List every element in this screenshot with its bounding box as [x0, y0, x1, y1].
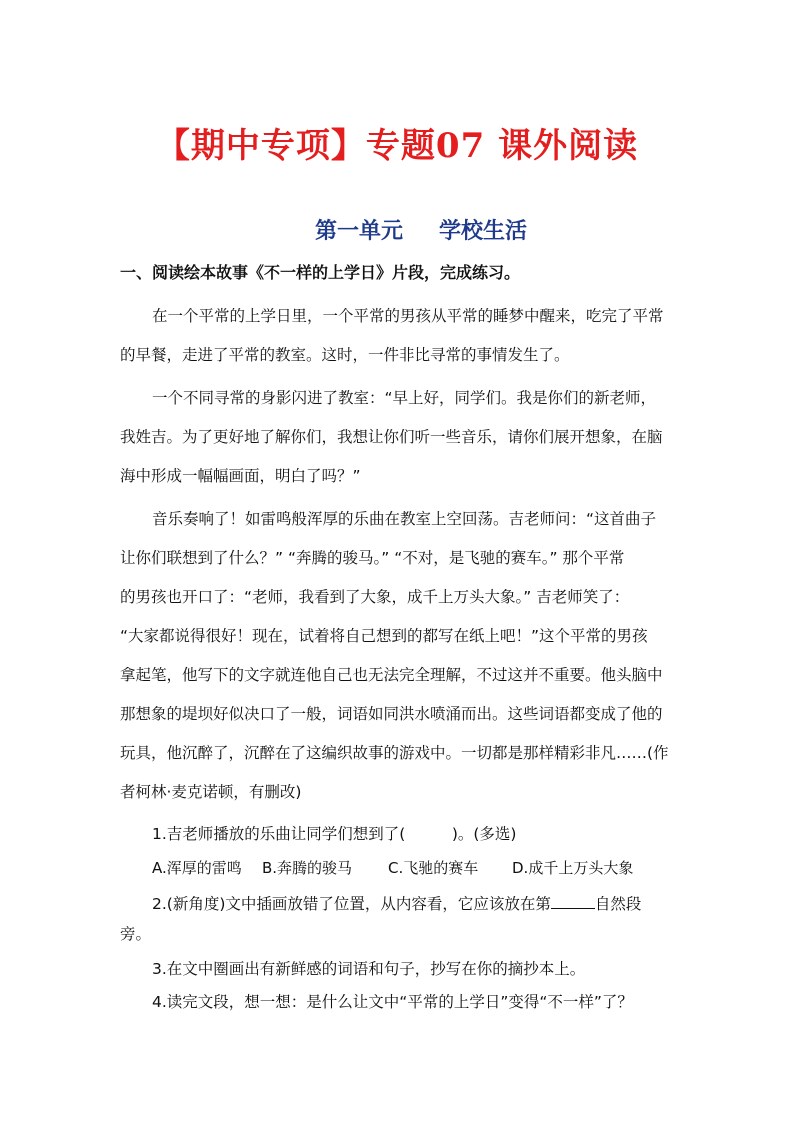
question-heading: 一、阅读绘本故事《不一样的上学日》片段，完成练习。	[120, 263, 521, 282]
passage-line: 海中形成一幅幅画面，明白了吗？”	[120, 467, 361, 485]
passage-line: 音乐奏响了！如雷鸣般浑厚的乐曲在教室上空回荡。吉老师问：“这首曲子	[152, 510, 657, 528]
passage-line: 玩具，他沉醉了，沉醉在了这编织故事的游戏中。一切都是那样精彩非凡……(作	[120, 744, 669, 762]
option-d: D.成千上万头大象	[512, 859, 634, 877]
unit-heading	[0, 214, 794, 245]
question-4: 4.读完文段，想一想：是什么让文中“平常的上学日”变得“不一样”了？	[152, 993, 633, 1011]
passage-line: 那想象的堤坝好似决口了一般，词语如同洪水喷涌而出。这些词语都变成了他的	[120, 705, 663, 723]
question-2	[152, 892, 641, 914]
answer-blank[interactable]	[551, 907, 595, 909]
unit-name: 第一单元	[314, 218, 403, 244]
passage-line: 的早餐，走进了平常的教室。这时，一件非比寻常的事情发生了。	[120, 346, 570, 364]
unit-theme: 学校生活	[439, 218, 528, 244]
question-3: 3.在文中圈画出有新鲜感的词语和句子，抄写在你的摘抄本上。	[152, 960, 586, 978]
question-2-continued: 旁。	[120, 925, 152, 943]
page-title: 【期中专项】专题07 课外阅读	[155, 126, 639, 166]
passage-line: 在一个平常的上学日里，一个平常的男孩从平常的睡梦中醒来，吃完了平常	[152, 307, 664, 325]
question-1: 1.吉老师播放的乐曲让同学们想到了( )。(多选)	[152, 825, 517, 843]
question-2-suffix: 自然段	[594, 895, 642, 913]
passage-line: 一个不同寻常的身影闪进了教室：“早上好，同学们。我是你们的新老师，	[152, 389, 657, 407]
passage-line: 的男孩也开口了：“老师，我看到了大象，成千上万头大象。” 吉老师笑了：	[120, 588, 630, 606]
passage-line: 我姓吉。为了更好地了解你们，我想让你们听一些音乐，请你们展开想象，在脑	[120, 428, 663, 446]
passage-line: 者柯林·麦克诺顿，有删改)	[120, 783, 302, 801]
passage-line: 拿起笔，他写下的文字就连他自己也无法完全理解，不过这并不重要。他头脑中	[120, 666, 663, 684]
option-b: B.奔腾的骏马	[262, 859, 353, 877]
option-a: A.浑厚的雷鸣	[152, 859, 242, 877]
question-2-text: 2.(新角度)文中插画放错了位置，从内容看，它应该放在第	[152, 895, 551, 913]
passage-line: 让你们联想到了什么？” “奔腾的骏马。” “不对，是飞驰的赛车。” 那个平常	[120, 549, 625, 567]
option-c: C.飞驰的赛车	[388, 859, 479, 877]
passage-line: “大家都说得很好！现在，试着将自己想到的都写在纸上吧！”这个平常的男孩	[120, 627, 648, 645]
